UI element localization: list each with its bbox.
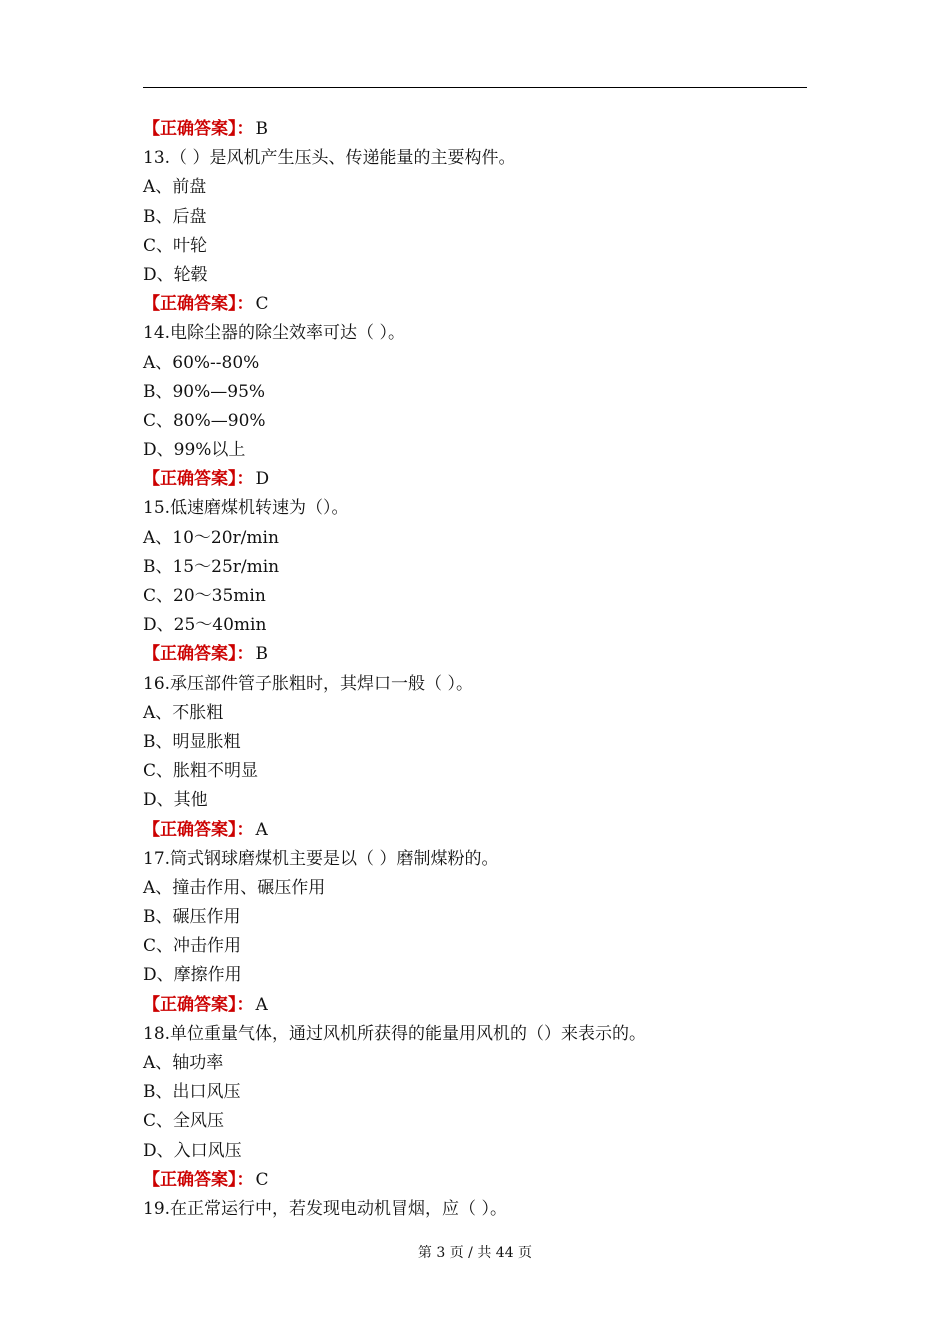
header-rule <box>143 87 807 88</box>
option-a: A、撞击作用、碾压作用 <box>143 877 326 898</box>
option-d: D、99%以上 <box>143 440 246 461</box>
answer-label: 【正确答案】： <box>143 1169 254 1190</box>
option-d: D、其他 <box>143 790 208 811</box>
answer-value: C <box>255 294 269 315</box>
option-b: B、碾压作用 <box>143 907 241 928</box>
option-b: B、15～25r/min <box>143 556 280 577</box>
answer-line <box>143 991 807 1020</box>
answer-line <box>143 1166 807 1195</box>
option-b: B、90%—95% <box>143 381 266 402</box>
option-d: D、摩擦作用 <box>143 965 242 986</box>
answer-value: B <box>255 644 268 665</box>
answer-value: D <box>255 469 270 490</box>
option-a: A、60%--80% <box>143 352 260 373</box>
answer-line <box>143 465 807 494</box>
question-stem: 19.在正常运行中，若发现电动机冒烟，应（ ）。 <box>143 1198 507 1219</box>
question-stem: 16.承压部件管子胀粗时，其焊口一般（ ）。 <box>143 673 473 694</box>
option-d: D、25～40min <box>143 615 267 636</box>
answer-value: B <box>255 119 268 139</box>
answer-label: 【正确答案】： <box>143 819 254 840</box>
question-stem: 14.电除尘器的除尘效率可达（ ）。 <box>143 323 405 344</box>
answer-line <box>143 115 807 144</box>
option-a: A、10～20r/min <box>143 527 279 548</box>
option-d: D、入口风压 <box>143 1140 242 1161</box>
answer-value: A <box>255 994 268 1015</box>
answer-label: 【正确答案】： <box>143 469 254 490</box>
question-stem: 18.单位重量气体，通过风机所获得的能量用风机的（）来表示的。 <box>143 1023 647 1044</box>
option-c: C、叶轮 <box>143 235 208 256</box>
question-stem: 17.筒式钢球磨煤机主要是以（ ）磨制煤粉的。 <box>143 848 499 869</box>
answer-line <box>143 816 807 845</box>
answer-value: A <box>255 819 268 840</box>
answer-label: 【正确答案】： <box>143 119 254 139</box>
option-a: A、不胀粗 <box>143 702 224 723</box>
answer-label: 【正确答案】： <box>143 294 254 315</box>
answer-label: 【正确答案】： <box>143 644 254 665</box>
answer-value: C <box>255 1169 269 1190</box>
answer-line <box>143 290 807 319</box>
answer-label: 【正确答案】： <box>143 994 254 1015</box>
option-d: D、轮毂 <box>143 264 208 285</box>
option-c: C、80%—90% <box>143 410 266 431</box>
option-c: C、全风压 <box>143 1111 225 1132</box>
question-stem: 15.低速磨煤机转速为（）。 <box>143 498 349 519</box>
question-list <box>143 115 807 1224</box>
option-b: B、出口风压 <box>143 1082 241 1103</box>
page-footer: 第 3 页 / 共 44 页 <box>417 1245 533 1261</box>
option-c: C、胀粗不明显 <box>143 761 259 782</box>
option-a: A、轴功率 <box>143 1053 224 1073</box>
option-c: C、20～35min <box>143 586 266 606</box>
question-stem: 13.（ ）是风机产生压头、传递能量的主要构件。 <box>143 148 516 169</box>
answer-line <box>143 640 807 669</box>
option-b: B、明显胀粗 <box>143 731 241 752</box>
option-a: A、前盘 <box>143 177 207 198</box>
option-c: C、冲击作用 <box>143 936 242 957</box>
option-b: B、后盘 <box>143 206 207 227</box>
